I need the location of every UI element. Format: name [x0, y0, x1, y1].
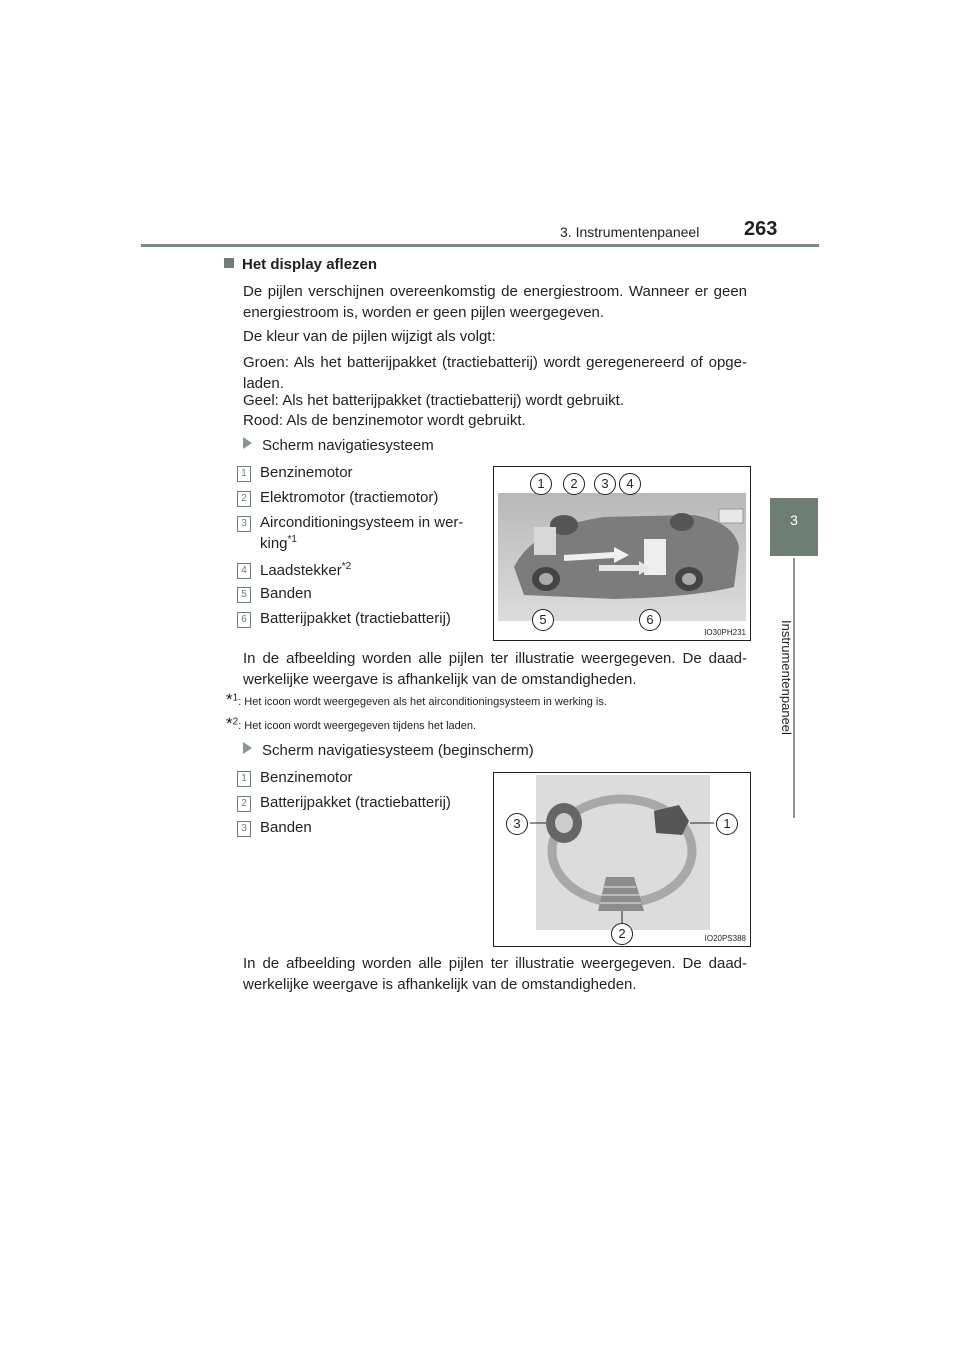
callout-4: 4: [619, 473, 641, 495]
figure-code: IO20PS388: [704, 934, 746, 943]
callout-3: 3: [594, 473, 616, 495]
screen2-note: In de afbeelding worden alle pijlen ter illustratie weergegeven. De daad-werkelijke weergave is afhankelijk van de omstandigheden.: [243, 955, 747, 993]
figure-home-screen: [493, 772, 751, 947]
home-energy-illustration: [494, 773, 750, 946]
screen1-item: Benzinemotor: [260, 464, 353, 481]
paragraph-arrows: De pijlen verschijnen overeenkomstig de energiestroom. Wanneer er geen energiestroom is, worden er geen pijlen weergegeven.: [243, 283, 747, 321]
triangle-bullet-icon: [243, 437, 252, 449]
triangle-bullet-icon: [243, 742, 252, 754]
paragraph-yellow: Geel: Als het batterijpakket (tractiebatterij) wordt gebruikt.: [243, 392, 625, 409]
paragraph-red: Rood: Als de benzinemotor wordt gebruikt.: [243, 412, 526, 429]
item-number: 3: [237, 821, 251, 837]
screen2-item: Batterijpakket (tractiebatterij): [260, 794, 451, 811]
callout-2: 2: [563, 473, 585, 495]
callout-5: 5: [532, 609, 554, 631]
square-bullet-icon: [224, 258, 234, 268]
footnote-1: *$^1$: Het icoon wordt weergegeven als het airconditioningsysteem in werking is.: [226, 690, 607, 709]
item-number: 6: [237, 612, 251, 628]
screen1-item-cont: king$^{*1}$: [260, 534, 297, 552]
callout-1: 1: [530, 473, 552, 495]
item-number: 1: [237, 771, 251, 787]
item-number: 2: [237, 491, 251, 507]
item-number: 1: [237, 466, 251, 482]
chapter-title: 3. Instrumentenpaneel: [560, 224, 700, 240]
screen1-item: Banden: [260, 585, 312, 602]
screen1-note: In de afbeelding worden alle pijlen ter illustratie weergegeven. De daad-werkelijke weergave is afhankelijk van de omstandigheden.: [243, 650, 747, 688]
chapter-tab-number: 3: [790, 512, 798, 528]
item-number: 4: [237, 563, 251, 579]
callout-1: 1: [716, 813, 738, 835]
page-number: 263: [744, 218, 778, 240]
paragraph-colors-intro: De kleur van de pijlen wijzigt als volgt:: [243, 328, 496, 345]
callout-6: 6: [639, 609, 661, 631]
screen2-item: Benzinemotor: [260, 769, 353, 786]
screen1-item: Elektromotor (tractiemotor): [260, 489, 439, 506]
chapter-tab-label: Instrumentenpaneel: [779, 620, 794, 735]
item-number: 2: [237, 796, 251, 812]
paragraph-green: Groen: Als het batterijpakket (tractiebatterij) wordt geregenereerd of opge-laden.: [243, 354, 747, 392]
figure-energy-flow: [493, 466, 751, 641]
header-rule: [141, 244, 819, 247]
screen2-heading: Scherm navigatiesysteem (beginscherm): [243, 742, 534, 759]
screen1-heading: Scherm navigatiesysteem: [243, 437, 434, 454]
screen1-item: Laadstekker$^{*2}$: [260, 561, 352, 579]
screen2-item: Banden: [260, 819, 312, 836]
item-number: 3: [237, 516, 251, 532]
callout-2: 2: [611, 923, 633, 945]
footnote-2: *$^2$: Het icoon wordt weergegeven tijdens het laden.: [226, 714, 477, 733]
figure-code: IO30PH231: [704, 628, 746, 637]
screen1-item: Airconditioningsysteem in wer-: [260, 514, 464, 531]
item-number: 5: [237, 587, 251, 603]
section-title: Het display aflezen: [224, 256, 377, 273]
screen1-item: Batterijpakket (tractiebatterij): [260, 610, 451, 627]
callout-3: 3: [506, 813, 528, 835]
